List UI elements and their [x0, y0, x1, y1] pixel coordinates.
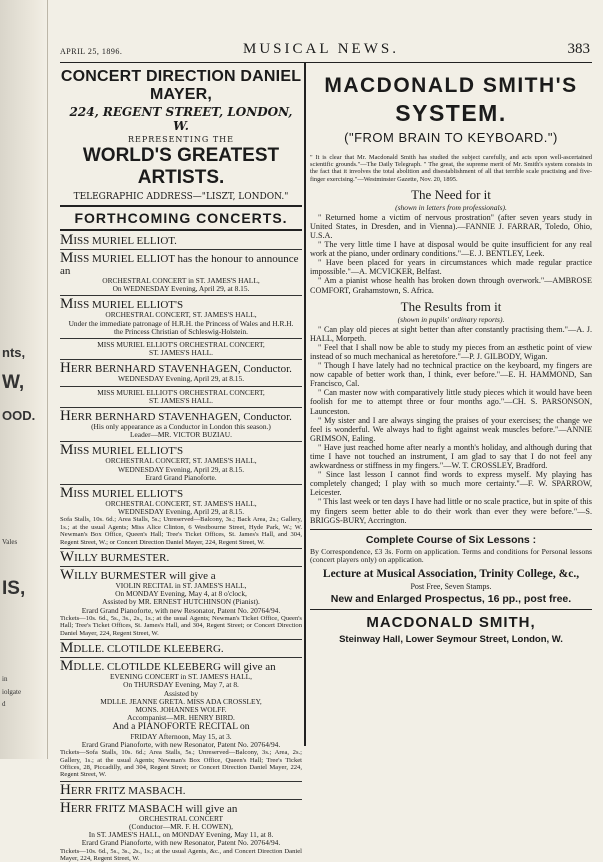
- gutter-fragment: in: [2, 675, 8, 683]
- entry-line: ORCHESTRAL CONCERT, ST. JAMES'S HALL,: [105, 310, 257, 320]
- agency-address: 224, REGENT STREET, LONDON, W.: [69, 105, 293, 133]
- entry-line: the Princess Christian of Schleswig-Holstein.: [113, 326, 249, 336]
- concert-direction-advert: [60, 64, 302, 862]
- drop-initial: M: [60, 485, 74, 502]
- concert-entry: [60, 362, 302, 383]
- testimonial: " Can play old pieces at sight better than after constantly practising them."—A. J. HALL, Morpeth.: [310, 324, 592, 343]
- concert-entry: [60, 642, 302, 655]
- entry-line: EVENING CONCERT in ST. JAMES'S HALL,: [109, 672, 253, 682]
- testimonial: " Can master now with comparatively little study pieces which it would have been foolish for me to attempt three or four months ago."—CH. S. PARSONSON, Launceston.: [310, 388, 592, 416]
- entry-heading-text: DLLE. CLOTILDE KLEEBERG.: [73, 643, 224, 656]
- course-heading: Complete Course of Six Lessons :: [365, 533, 537, 546]
- entry-divider: [60, 441, 302, 442]
- entry-divider: [60, 338, 302, 339]
- running-head: [52, 40, 590, 62]
- telegraphic-address: TELEGRAPHIC ADDRESS—"LISZT, LONDON.": [73, 192, 289, 202]
- divider: [60, 205, 302, 207]
- testimonial: " Am a pianist whose health has broken down through overwork."—AMBROSE COMFORT, Grahamstown, S. Africa.: [310, 276, 592, 295]
- concert-entry: [60, 252, 302, 293]
- drop-initial: M: [60, 250, 74, 266]
- advert-title: MACDONALD SMITH'S: [324, 74, 578, 97]
- testimonial: " Since last lesson I cannot find words to express myself. My playing has completely changed; I play with so much more certainty."—F. W. SPARROW, Leicester.: [310, 470, 592, 498]
- divider: [60, 229, 302, 231]
- column-rule: [304, 62, 306, 746]
- agency-tagline: WORLD'S GREATEST ARTISTS.: [82, 145, 280, 188]
- concert-entry: [60, 660, 302, 779]
- entry-line: MISS MURIEL ELLIOT'S ORCHESTRAL CONCERT,: [97, 387, 265, 397]
- testimonial: " Though I have lately had no technical practice on the keyboard, my fingers are now capable of better work than, I think, ever before."—E. H. HAMMOND, San Francisco, Cal.: [310, 361, 592, 389]
- concert-entry: [60, 341, 302, 357]
- ticket-info: Tickets—Sofa Stalls, 10s. 6d.; Area Stalls, 5s.; Unreserved—Balcony, 3s.; Area, 2s.; Gallery, 1s.; at the usual Agents; Newman's Box Office, Queen's Hall; Tree's Ticket Offices, 28, Piccadilly, and 304, Regent Street; or Concert Direction Daniel Mayer, 224, Regent Street, W.: [60, 749, 302, 779]
- entry-line: MONS. JOHANNES WOLFF.: [135, 704, 227, 714]
- gutter-fragment: d: [2, 700, 6, 708]
- entry-line: Assisted by MR. ERNEST HUTCHINSON (Pianist).: [102, 597, 260, 607]
- entry-line: Under the immediate patronage of H.R.H. the Princess of Wales and H.R.H.: [68, 318, 294, 328]
- testimonial: " Have just reached home after nearly a month's holiday, and although during that time I have not touched an instrument, I am glad to say that I do not feel any awkwardness or stiffness in my fingers."—W. T. CROSSLEY, Bradford.: [310, 442, 592, 471]
- entry-line: Erard Grand Pianoforte, with new Resonator, Patent No. 20764/94.: [81, 740, 281, 750]
- entry-line: Assisted by: [163, 688, 199, 698]
- entry-heading: [60, 642, 302, 655]
- testimonial: " Have been placed for years in circumstances which made regular practice impossible."—A. MCVICKER, Belfast.: [310, 258, 592, 277]
- entry-line: ST. JAMES'S HALL.: [148, 348, 214, 358]
- advert-subtitle: ("FROM BRAIN TO KEYBOARD."): [344, 130, 558, 145]
- testimonial: " The very little time I have at disposal would be quite insufficient for any real work at the piano, under ordinary conditions."—E. J. BENTLEY, Leek.: [310, 240, 592, 259]
- representing-line: REPRESENTING THE: [127, 135, 234, 144]
- concert-entry: [60, 410, 302, 439]
- entry-line: (His only appearance as a Conductor in London this season.): [91, 422, 271, 432]
- top-rule: [60, 62, 592, 63]
- issue-date: APRIL 25, 1896.: [60, 47, 123, 56]
- entry-heading: [60, 551, 302, 564]
- entry-line: ORCHESTRAL CONCERT in ST. JAMES'S HALL,: [102, 276, 260, 285]
- newspaper-page: [52, 0, 603, 862]
- concert-entry: [60, 444, 302, 482]
- entry-divider: [60, 249, 302, 250]
- entry-divider: [60, 407, 302, 408]
- entry-line: On WEDNESDAY Evening, April 29, at 8.15.: [112, 284, 250, 294]
- testimonial: " This last week or ten days I have had little or no scale practice, but in spite of this my fingers seem better able to do their work than ever they were before."—S. BRIGGS-BURY, Accrington.: [310, 497, 592, 525]
- section-title: FORTHCOMING CONCERTS.: [74, 210, 288, 226]
- drop-initial: H: [60, 408, 71, 425]
- entry-divider: [60, 781, 302, 782]
- testimonial: " Returned home a victim of nervous prostration" (after seven years study in United States, in Dresden, and in Vienna).—FANNIE J. FARRAR, Toledo, Ohio, U.S.A.: [310, 212, 592, 240]
- entry-heading-text: ISS MURIEL ELLIOT'S: [73, 445, 184, 458]
- entry-line: VIOLIN RECITAL in ST. JAMES'S HALL,: [115, 581, 247, 591]
- entry-heading-text: ILLY BURMESTER.: [74, 552, 170, 565]
- divider: [310, 609, 592, 610]
- entry-line: FRIDAY Afternoon, May 15, at 3.: [130, 731, 232, 741]
- drop-initial: M: [60, 640, 74, 657]
- entry-line: (Conductor—MR. F. H. COWEN),: [129, 822, 233, 832]
- drop-initial: M: [60, 442, 74, 459]
- results-quotes: [310, 325, 592, 525]
- publication-title: MUSICAL NEWS.: [243, 41, 399, 57]
- entry-line: WEDNESDAY Evening, April 29, at 8.15.: [117, 507, 245, 517]
- entry-line: Leader—MR. VICTOR BUZIAU.: [130, 430, 232, 440]
- need-subheading: (shown in letters from professionals).: [395, 202, 507, 212]
- concert-list: [60, 234, 302, 862]
- entry-heading-text: ERR BERNHARD STAVENHAGEN, Conductor.: [70, 363, 292, 376]
- drop-initial: H: [60, 781, 71, 798]
- agency-name: CONCERT DIRECTION DANIEL MAYER,: [60, 68, 302, 103]
- press-quotes: " It is clear that Mr. Macdonald Smith has studied the subject carefully, and acts upon well-ascertained scientific grounds."—The Daily Telegraph. " The great, the supreme merit of Mr. Smith's system consists in the fact that it involves the total abolition and disestablishment of all that terrible scale practising and five-finger exercising."—Westminster Gazette, Nov. 20, 1895.: [310, 154, 592, 183]
- entry-heading: [60, 799, 302, 816]
- entry-line: ORCHESTRAL CONCERT: [138, 813, 224, 823]
- entry-line: Erard Grand Pianoforte.: [145, 472, 217, 482]
- drop-initial: H: [60, 360, 71, 377]
- entry-heading: [60, 781, 302, 798]
- drop-initial: M: [60, 232, 74, 248]
- entry-line: ORCHESTRAL CONCERT, ST. JAMES'S HALL,: [105, 499, 257, 509]
- need-heading: The Need for it: [411, 186, 491, 202]
- drop-initial: W: [60, 549, 75, 566]
- course-terms: By Correspondence, £3 3s. Form on application. Terms and conditions for Personal lessons (concert players only) on application.: [310, 546, 592, 565]
- advertiser-address: Steinway Hall, Lower Seymour Street, London, W.: [339, 633, 563, 645]
- concert-entry: [60, 234, 302, 247]
- entry-line: ST. JAMES'S HALL.: [148, 395, 214, 405]
- entry-line: MDLLE. JEANNE GRETA. MISS ADA CROSSLEY,: [100, 696, 262, 706]
- drop-initial: M: [60, 658, 74, 675]
- divider: [310, 529, 592, 530]
- entry-line: On THURSDAY Evening, May 7, at 8.: [123, 680, 239, 690]
- entry-heading-text: ISS MURIEL ELLIOT'S: [73, 488, 184, 501]
- drop-initial: W: [60, 567, 75, 584]
- entry-divider: [60, 359, 302, 360]
- gutter-fragment: IS,: [2, 578, 26, 599]
- drop-initial: H: [60, 799, 71, 816]
- entry-line: WEDNESDAY Evening, April 29, at 8.15.: [117, 464, 245, 474]
- entry-divider: [60, 295, 302, 296]
- post-free-line: Post Free, Seven Stamps.: [410, 581, 492, 591]
- gutter-fragment: iolgate: [2, 688, 22, 696]
- gutter-fragment: OOD.: [2, 408, 36, 423]
- entry-line: Erard Grand Pianoforte, with new Resonator, Patent No. 20764/94.: [81, 605, 281, 615]
- concert-entry: [60, 487, 302, 546]
- entry-divider: [60, 386, 302, 387]
- entry-heading-text: ISS MURIEL ELLIOT'S: [73, 299, 184, 312]
- concert-entry: [60, 298, 302, 336]
- advertiser-name: MACDONALD SMITH,: [366, 613, 536, 631]
- entry-line: Erard Grand Pianoforte, with new Resonator, Patent No. 20764/94.: [81, 838, 281, 848]
- entry-heading-text: DLLE. CLOTILDE KLEEBERG will give an: [73, 661, 276, 674]
- entry-heading-text: ERR BERNHARD STAVENHAGEN, Conductor.: [70, 411, 292, 424]
- entry-heading-text: ERR FRITZ MASBACH will give an: [70, 802, 238, 815]
- entry-line: ORCHESTRAL CONCERT, ST. JAMES'S HALL,: [105, 456, 257, 466]
- entry-heading-text: ILLY BURMESTER will give a: [74, 570, 216, 583]
- entry-recital-line: And a PIANOFORTE RECITAL on: [112, 722, 250, 733]
- gutter-fragment: nts,: [2, 345, 26, 360]
- results-subheading: (shown in pupils' ordinary reports).: [397, 314, 505, 324]
- entry-divider: [60, 566, 302, 567]
- entry-divider: [60, 657, 302, 658]
- testimonial: " Feel that I shall now be able to study my pieces from an æsthetic point of view instead of so much mechanical as heretofore."—P. J. GILBODY, Wigan.: [310, 342, 592, 361]
- entry-divider: [60, 484, 302, 485]
- ticket-info: Tickets—10s. 6d., 5s., 3s., 2s., 1s.; at the usual Agents, &c., and Concert Direction Daniel Mayer, 224, Regent Street, W.: [60, 847, 302, 862]
- concert-entry: [60, 781, 302, 798]
- testimonial: " My sister and I are always singing the praises of your exercises; the change we feel is wonderful. We always had to fight against weak muscles before."—ANNIE GRIMSON, Ealing.: [310, 415, 592, 443]
- entry-heading-text: ISS MURIEL ELLIOT has the honour to announce an: [60, 253, 299, 277]
- gutter-fragment: Vales: [2, 538, 18, 546]
- entry-divider: [60, 548, 302, 549]
- advert-title-2: SYSTEM.: [395, 100, 507, 126]
- entry-line: WEDNESDAY Evening, April 29, at 8.15.: [117, 374, 245, 384]
- concert-entry: [60, 569, 302, 637]
- entry-line: MISS MURIEL ELLIOT'S ORCHESTRAL CONCERT,: [97, 340, 265, 350]
- entry-heading: [60, 234, 302, 247]
- lecture-line: Lecture at Musical Association, Trinity College, &c.,: [322, 567, 580, 580]
- concert-entry: [60, 799, 302, 862]
- concert-entry: [60, 389, 302, 405]
- entry-line: On MONDAY Evening, May 4, at 8 o'clock,: [115, 589, 247, 599]
- binding-gutter: [0, 0, 48, 759]
- page-number: 383: [567, 41, 590, 57]
- macdonald-smith-advert: [310, 64, 592, 746]
- entry-divider: [60, 639, 302, 640]
- gutter-fragment: W,: [2, 372, 25, 393]
- prospectus-line: New and Enlarged Prospectus, 16 pp., post free.: [330, 592, 572, 605]
- ticket-info: Tickets—10s. 6d., 5s., 3s., 2s., 1s.; at the usual Agents; Newman's Ticket Office, Queen's Hall; Tree's Ticket Offices, St. James's Hall, and 304, Regent Street; or Concert Direction Daniel Mayer, 224, Regent Street, W.: [60, 614, 302, 637]
- drop-initial: M: [60, 296, 74, 313]
- entry-line: In ST. JAMES'S HALL, on MONDAY Evening, May 11, at 8.: [88, 830, 274, 840]
- entry-heading-text: ISS MURIEL ELLIOT.: [73, 235, 177, 247]
- results-heading: The Results from it: [400, 298, 502, 314]
- concert-entry: [60, 551, 302, 564]
- entry-heading: [60, 252, 302, 277]
- ticket-info: Sofa Stalls, 10s. 6d.; Area Stalls, 5s.; Unreserved—Balcony, 3s.; Back Area, 2s.; Gallery, 1s.; at the usual Agents; Miss Alice Clinton, 6 Westbourne Street, Hyde Park, W.; W. Newman's Box Office, Queen's Hall; Tree's Ticket Offices, St. James's Hall, and 304, Regent Street, W.; or Concert Direction Daniel Mayer, 224, Regent Street, W.: [60, 516, 302, 546]
- entry-line: Accompanist—MR. HENRY BIRD.: [127, 713, 235, 723]
- entry-divider: [60, 799, 302, 800]
- entry-heading-text: ERR FRITZ MASBACH.: [70, 784, 186, 797]
- need-quotes: [310, 213, 592, 295]
